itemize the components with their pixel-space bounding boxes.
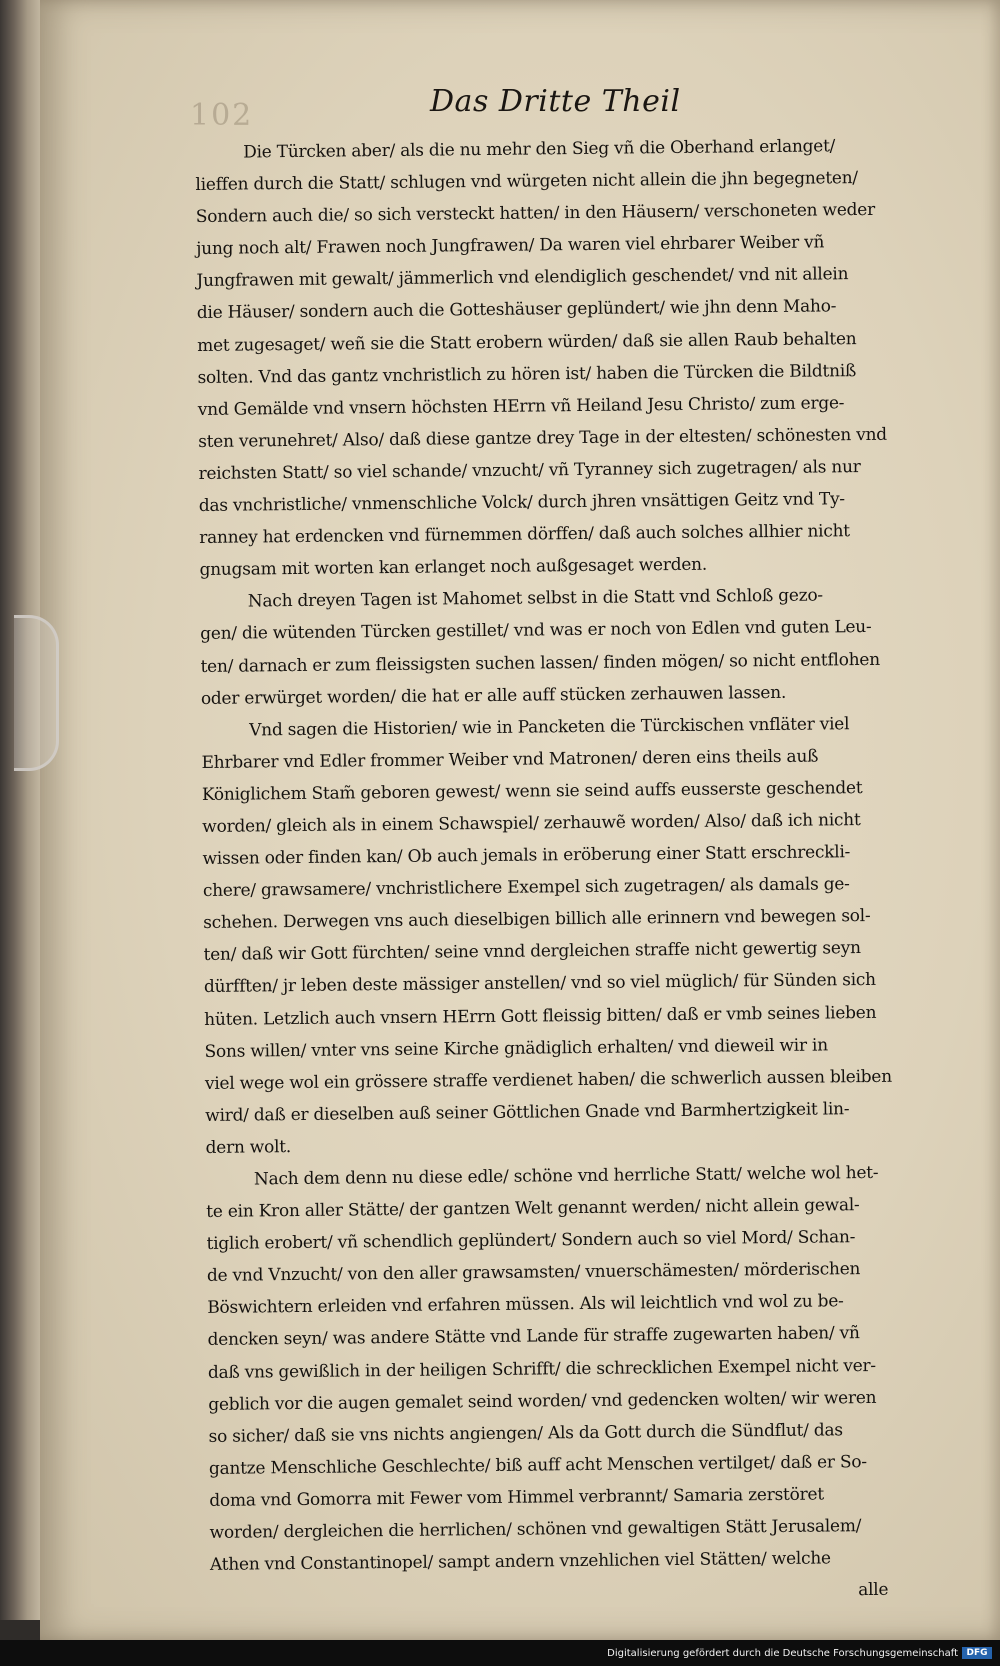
text-line: dürfften/ jr leben deste mässiger anstellen/ vnd so viel müglich/ für Sünden sich <box>203 970 876 998</box>
text-line: Nach dem denn nu diese edle/ schöne vnd herrliche Statt/ welche wol het- <box>253 1162 879 1190</box>
text-line: Vnd sagen die Historien/ wie in Pancketen die Türckischen vnfläter viel <box>249 713 850 741</box>
text-line: solten. Vnd das gantz vnchristlich zu hören ist/ haben die Türcken die Bildtniß <box>197 360 857 388</box>
text-line: Jungfrawen mit gewalt/ jämmerlich vnd elendiglich geschendet/ vnd nit allein <box>196 264 849 292</box>
text-line: hüten. Letzlich auch vnsern HErrn Gott fleissig bitten/ daß er vmb seines lieben <box>204 1002 877 1030</box>
text-line: daß vns gewißlich in der heiligen Schrifft/ die schrecklichen Exempel nicht ver- <box>207 1355 876 1383</box>
text-line: geblich vor die augen gemalet seind worden/ vnd gedencken wolten/ wir weren <box>208 1387 877 1415</box>
text-line: gen/ die wütenden Türcken gestillet/ vnd was er noch von Edlen vnd guten Leu- <box>200 617 872 645</box>
footer-credit: Digitalisierung gefördert durch die Deutsche Forschungsgemeinschaft <box>607 1648 958 1659</box>
text-line: Sons willen/ vnter vns seine Kirche gnädiglich erhalten/ vnd dieweil wir in <box>204 1035 828 1062</box>
text-line: gnugsam mit worten kan erlanget noch außgesaget werden. <box>199 554 708 581</box>
text-line: gantze Menschliche Geschlechte/ biß auff acht Menschen vertilget/ daß er So- <box>208 1451 867 1479</box>
body-text <box>195 130 890 1613</box>
text-line: ranney hat erdencken vnd fürnemmen dörffen/ daß auch solches allhier nicht <box>199 521 850 549</box>
text-line: Ehrbarer vnd Edler frommer Weiber vnd Matronen/ deren eins theils auß <box>201 746 819 773</box>
text-line: Athen vnd Constantinopel/ sampt andern vnzehlichen viel Stätten/ welche <box>209 1548 831 1576</box>
text-line: so sicher/ daß sie vns nichts angiengen/ Als da Gott durch die Sündflut/ das <box>208 1420 843 1447</box>
text-line: reichsten Statt/ so viel schande/ vnzucht/ vñ Tyranney sich zugetragen/ als nur <box>198 456 861 484</box>
text-line: chere/ grawsamere/ vnchristlichere Exempel sich zugetragen/ als damals ge- <box>202 874 850 902</box>
text-line: Die Türcken aber/ als die nu mehr den Sieg vñ die Oberhand erlanget/ <box>243 136 836 163</box>
text-line: met zugesaget/ weñ sie die Statt erobern würden/ daß sie allen Raub behalten <box>197 328 857 356</box>
dfg-logo: DFG <box>962 1647 992 1659</box>
text-line: te ein Kron aller Stätte/ der gantzen Welt genannt werden/ nicht allein gewal- <box>206 1195 860 1223</box>
text-line: dencken seyn/ was andere Stätte vnd Lande für straffe zugewarten haben/ vñ <box>207 1323 860 1351</box>
text-line: de vnd Vnzucht/ von den aller grawsamsten/ vnuerschämesten/ mörderischen <box>206 1259 861 1287</box>
text-line: sten verunehret/ Also/ daß diese gantze drey Tage in der eltesten/ schönesten vnd <box>198 424 887 452</box>
text-line: tiglich erobert/ vñ schendlich geplündert/ Sondern auch so viel Mord/ Schan- <box>206 1227 856 1255</box>
text-line: ten/ daß wir Gott fürchten/ seine vnnd dergleichen straffe nicht gewertig seyn <box>203 938 861 966</box>
catchword: alle <box>858 1580 889 1601</box>
text-line: ten/ darnach er zum fleissigsten suchen lassen/ finden mögen/ so nicht entflohen <box>200 649 880 677</box>
text-line: doma vnd Gomorra mit Fewer vom Himmel verbrannt/ Samaria zerstöret <box>209 1484 824 1511</box>
text-line: wird/ daß er dieselben auß seiner Göttlichen Gnade vnd Barmhertzigkeit lin- <box>205 1099 850 1126</box>
text-line: schehen. Derwegen vns auch dieselbigen billich alle erinnern vnd bewegen sol- <box>203 906 871 934</box>
text-line: vnd Gemälde vnd vnsern höchsten HErrn vñ Heiland Jesu Christo/ zum erge- <box>197 392 845 420</box>
text-line: die Häuser/ sondern auch die Gotteshäuser geplündert/ wie jhn denn Maho- <box>196 296 837 324</box>
text-line: Böswichtern erleiden vnd erfahren müssen. Als wil leichtlich vnd wol zu be- <box>207 1291 844 1319</box>
page-number: 102 <box>190 98 254 133</box>
text-line: wissen oder finden kan/ Ob auch jemals in eröberung einer Statt erschreckli- <box>202 842 851 870</box>
text-line: worden/ gleich als in einem Schawspiel/ zerhauwẽ worden/ Also/ daß ich nicht <box>202 810 861 837</box>
text-line: Nach dreyen Tagen ist Mahomet selbst in die Statt vnd Schloß gezo- <box>247 585 823 612</box>
text-line: das vnchristliche/ vnmenschliche Volck/ durch jhren vnsättigen Geitz vnd Ty- <box>198 489 845 517</box>
text-line: dern wolt. <box>205 1136 292 1158</box>
bookmark-ribbon <box>14 615 59 771</box>
text-line: worden/ dergleichen die herrlichen/ schönen vnd gewaltigen Stätt Jerusalem/ <box>209 1516 862 1543</box>
text-line: jung noch alt/ Frawen noch Jungfrawen/ Da waren viel ehrbarer Weiber vñ <box>196 232 825 260</box>
text-line: oder erwürget worden/ die hat er alle auff stücken zerhauwen lassen. <box>200 682 787 709</box>
text-line: viel wege wol ein grössere straffe verdienet haben/ die schwerlich aussen bleiben <box>204 1066 892 1094</box>
running-head: Das Dritte Theil <box>430 84 681 119</box>
text-line: lieffen durch die Statt/ schlugen vnd würgeten nicht allein die jhn begegneten/ <box>195 168 858 196</box>
text-line: Königlichem Stam̃ geboren gewest/ wenn sie seind auffs eusserste geschendet <box>201 777 863 805</box>
text-line: Sondern auch die/ so sich versteckt hatten/ in den Häusern/ verschoneten weder <box>195 200 876 228</box>
